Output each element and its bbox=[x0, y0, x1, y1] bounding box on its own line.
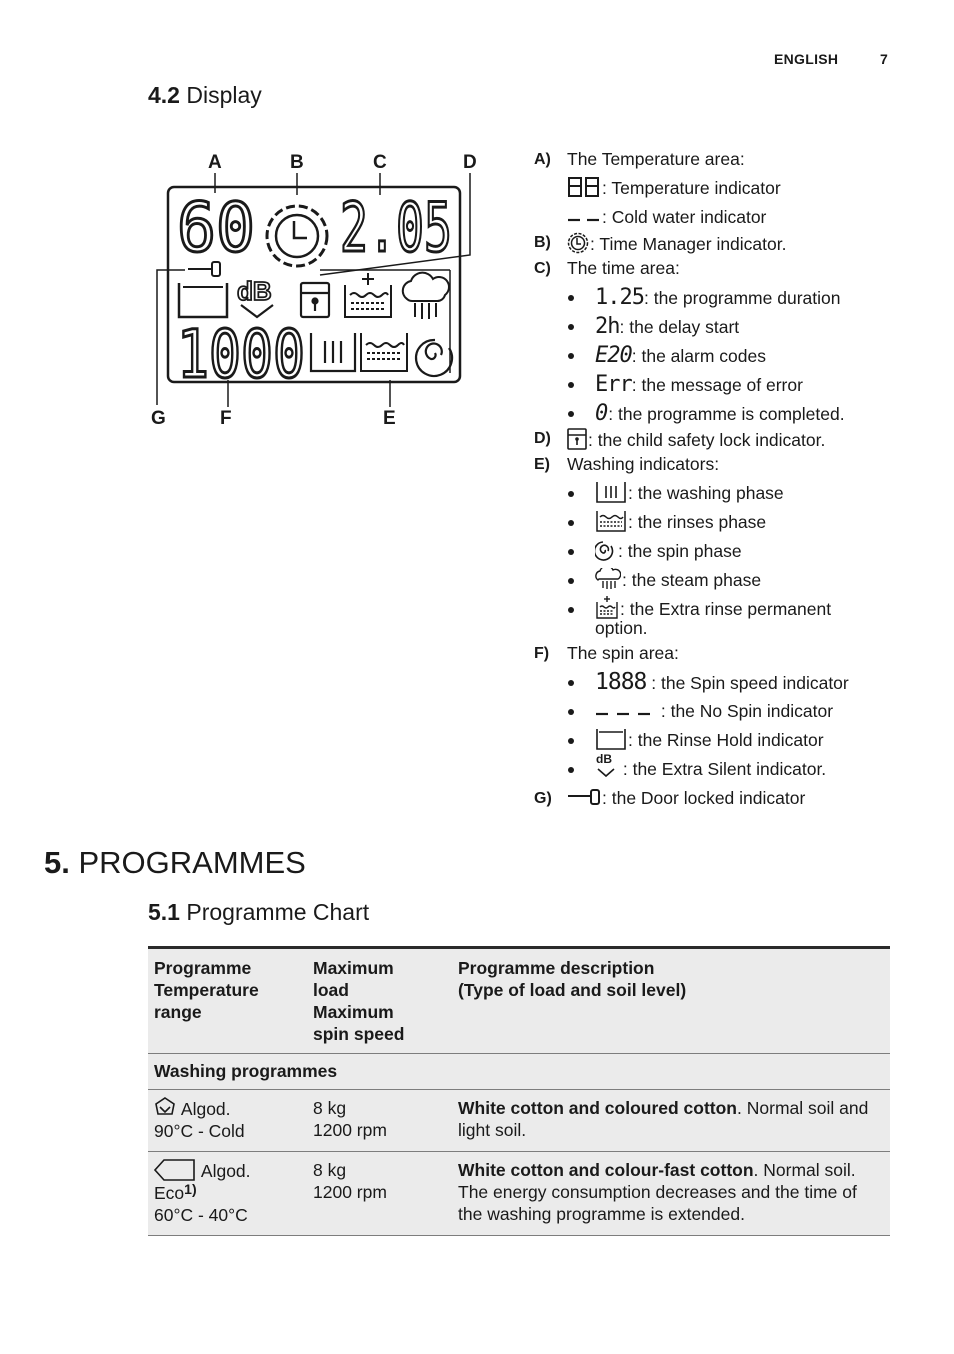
legend-f1 bbox=[534, 668, 934, 697]
legend-c1 bbox=[534, 283, 934, 312]
time-digits: 2.05 bbox=[340, 189, 452, 268]
legend-c4 bbox=[534, 370, 934, 399]
legend-c2 bbox=[534, 312, 934, 341]
programme-name-2: Eco bbox=[154, 1183, 185, 1203]
spin-icon bbox=[416, 340, 452, 376]
delay-start-glyph: 2h bbox=[595, 314, 620, 339]
label-a: A bbox=[208, 152, 222, 173]
legend-text-e2: : the rinses phase bbox=[628, 512, 767, 532]
table-row bbox=[148, 1152, 890, 1236]
description-rest: . Normal soil. The energy consumption decreases and the time of the washing programme is extended. bbox=[458, 1160, 857, 1224]
load-cell: 8 kg 1200 rpm bbox=[307, 1090, 452, 1152]
legend-text-b: : Time Manager indicator. bbox=[590, 234, 787, 254]
extra-rinse-icon bbox=[345, 273, 391, 317]
legend-text-f: The spin area: bbox=[567, 643, 679, 663]
legend-key-g: G) bbox=[534, 790, 552, 807]
footnote-marker: 1) bbox=[184, 1181, 197, 1197]
programme-name: Algod. bbox=[177, 1099, 231, 1119]
completed-glyph: 0 bbox=[595, 401, 609, 426]
legend-a bbox=[534, 145, 934, 174]
legend-key-b: B) bbox=[534, 234, 551, 251]
steam-icon bbox=[403, 273, 449, 319]
legend-e1 bbox=[534, 479, 934, 508]
legend-text-a1: : Temperature indicator bbox=[602, 178, 781, 198]
legend-text-c2: : the delay start bbox=[619, 317, 740, 337]
programme-name: Algod. bbox=[197, 1161, 251, 1181]
wash-icon bbox=[311, 333, 355, 371]
legend-key-d: D) bbox=[534, 430, 551, 447]
child-lock-small-icon bbox=[567, 428, 587, 450]
rinse-hold-icon bbox=[179, 283, 227, 317]
legend-a1 bbox=[534, 174, 934, 203]
label-b: B bbox=[290, 152, 304, 173]
group-washing-programmes: Washing programmes bbox=[148, 1054, 890, 1090]
temperature-indicator-icon bbox=[567, 176, 601, 198]
label-g: G bbox=[151, 408, 166, 429]
legend-text-c5: : the programme is completed. bbox=[608, 404, 845, 424]
legend-f3 bbox=[534, 726, 934, 755]
legend-text-e3: : the spin phase bbox=[618, 541, 742, 561]
legend-text-f4: : the Extra Silent indicator. bbox=[618, 759, 827, 779]
label-d: D bbox=[463, 152, 477, 173]
legend-text-e4: : the steam phase bbox=[622, 570, 762, 590]
chapter-number: 5. bbox=[44, 845, 70, 880]
rinse-hold-small-icon bbox=[595, 728, 627, 750]
header-programme: Programme Temperature range bbox=[148, 948, 307, 1054]
label-f: F bbox=[220, 408, 232, 429]
section-display-heading bbox=[148, 82, 262, 109]
legend-b bbox=[534, 232, 934, 254]
legend-f4 bbox=[534, 752, 934, 784]
header-language: ENGLISH bbox=[774, 51, 839, 67]
eco-cotton-icon bbox=[154, 1159, 196, 1181]
header-load: Maximum load Maximum spin speed bbox=[307, 948, 452, 1054]
table-group-row bbox=[148, 1054, 890, 1090]
page-number: 7 bbox=[880, 51, 888, 67]
legend-f2 bbox=[534, 697, 934, 726]
legend-key-f: F) bbox=[534, 645, 550, 662]
rinse-icon bbox=[361, 333, 407, 371]
legend-key-c: C) bbox=[534, 260, 551, 277]
chapter-title: PROGRAMMES bbox=[78, 845, 306, 880]
no-spin-icon bbox=[595, 707, 655, 721]
door-locked-small-icon bbox=[567, 788, 601, 808]
description-rest: . Normal soil and light soil. bbox=[458, 1098, 869, 1140]
programme-cell bbox=[148, 1090, 307, 1152]
legend-text-e: Washing indicators: bbox=[567, 454, 720, 474]
programme-cell bbox=[148, 1152, 307, 1236]
section-chart-title: Programme Chart bbox=[186, 899, 370, 925]
programme-temp: 90°C - Cold bbox=[154, 1121, 245, 1141]
legend-c bbox=[534, 254, 934, 283]
legend-e4 bbox=[534, 566, 934, 595]
legend-text-a2: : Cold water indicator bbox=[602, 207, 767, 227]
legend-text-e5: : the Extra rinse permanent bbox=[620, 599, 832, 619]
section-display-title: Display bbox=[186, 82, 262, 108]
legend-d bbox=[534, 428, 934, 450]
wash-small-icon bbox=[595, 481, 627, 503]
steam-small-icon bbox=[595, 568, 621, 590]
legend-text-f3: : the Rinse Hold indicator bbox=[628, 730, 824, 750]
label-e: E bbox=[383, 408, 396, 429]
legend-key-e: E) bbox=[534, 456, 550, 473]
spin-small-icon bbox=[595, 539, 617, 561]
section-display-number: 4.2 bbox=[148, 82, 180, 108]
legend-key-a: A) bbox=[534, 151, 551, 168]
legend-text-c3: : the alarm codes bbox=[631, 346, 766, 366]
header-description: Programme description (Type of load and soil level) bbox=[452, 948, 890, 1054]
legend-text-c1: : the programme duration bbox=[643, 288, 841, 308]
legend-text-g: : the Door locked indicator bbox=[602, 788, 806, 808]
legend-c3 bbox=[534, 341, 934, 370]
rinse-small-icon bbox=[595, 510, 627, 532]
child-lock-icon bbox=[301, 283, 329, 317]
legend-c5 bbox=[534, 399, 934, 428]
load-cell: 8 kg 1200 rpm bbox=[307, 1152, 452, 1236]
extra-rinse-small-icon bbox=[595, 595, 619, 619]
section-chart-number: 5.1 bbox=[148, 899, 180, 925]
extra-silent-icon: dB bbox=[237, 276, 272, 306]
extra-silent-badge: dB bbox=[596, 752, 612, 766]
alarm-code-glyph: E20 bbox=[595, 343, 632, 368]
display-diagram bbox=[145, 145, 495, 430]
legend-text-c: The time area: bbox=[567, 258, 680, 278]
legend-text-a: The Temperature area: bbox=[567, 149, 745, 169]
spin-digits: 1000 bbox=[177, 316, 305, 393]
legend-text-e5-cont: option. bbox=[595, 618, 648, 638]
temperature-digits: 60 bbox=[177, 189, 255, 268]
legend-e2 bbox=[534, 508, 934, 537]
programme-table bbox=[148, 946, 890, 1236]
table-row bbox=[148, 1090, 890, 1152]
error-glyph: Err bbox=[595, 372, 632, 397]
extra-silent-small-icon bbox=[595, 752, 617, 779]
description-bold: White cotton and colour-fast cotton bbox=[458, 1160, 754, 1180]
programme-duration-glyph: 1.25 bbox=[595, 285, 644, 310]
legend-a2 bbox=[534, 203, 934, 232]
section-chart-heading bbox=[148, 899, 369, 926]
description-bold: White cotton and coloured cotton bbox=[458, 1098, 738, 1118]
display-legend bbox=[534, 145, 934, 813]
legend-e5-cont bbox=[534, 617, 934, 639]
legend-e bbox=[534, 450, 934, 479]
programme-temp: 60°C - 40°C bbox=[154, 1205, 248, 1225]
legend-text-e1: : the washing phase bbox=[628, 483, 784, 503]
legend-text-f1: : the Spin speed indicator bbox=[646, 673, 849, 693]
cotton-icon bbox=[154, 1097, 176, 1119]
description-cell bbox=[452, 1152, 890, 1236]
chapter-heading bbox=[44, 845, 306, 881]
label-c: C bbox=[373, 152, 387, 173]
time-manager-icon bbox=[267, 206, 327, 266]
legend-text-d: : the child safety lock indicator. bbox=[588, 430, 826, 450]
legend-e5 bbox=[534, 595, 934, 617]
cold-water-icon bbox=[567, 213, 601, 227]
legend-text-f2: : the No Spin indicator bbox=[656, 701, 834, 721]
legend-e3 bbox=[534, 537, 934, 566]
legend-g bbox=[534, 784, 934, 813]
table-header-row bbox=[148, 948, 890, 1054]
time-manager-small-icon bbox=[567, 232, 589, 254]
spin-speed-glyph: 1888 bbox=[595, 669, 647, 695]
legend-text-c4: : the message of error bbox=[631, 375, 803, 395]
description-cell bbox=[452, 1090, 890, 1152]
legend-f bbox=[534, 639, 934, 668]
